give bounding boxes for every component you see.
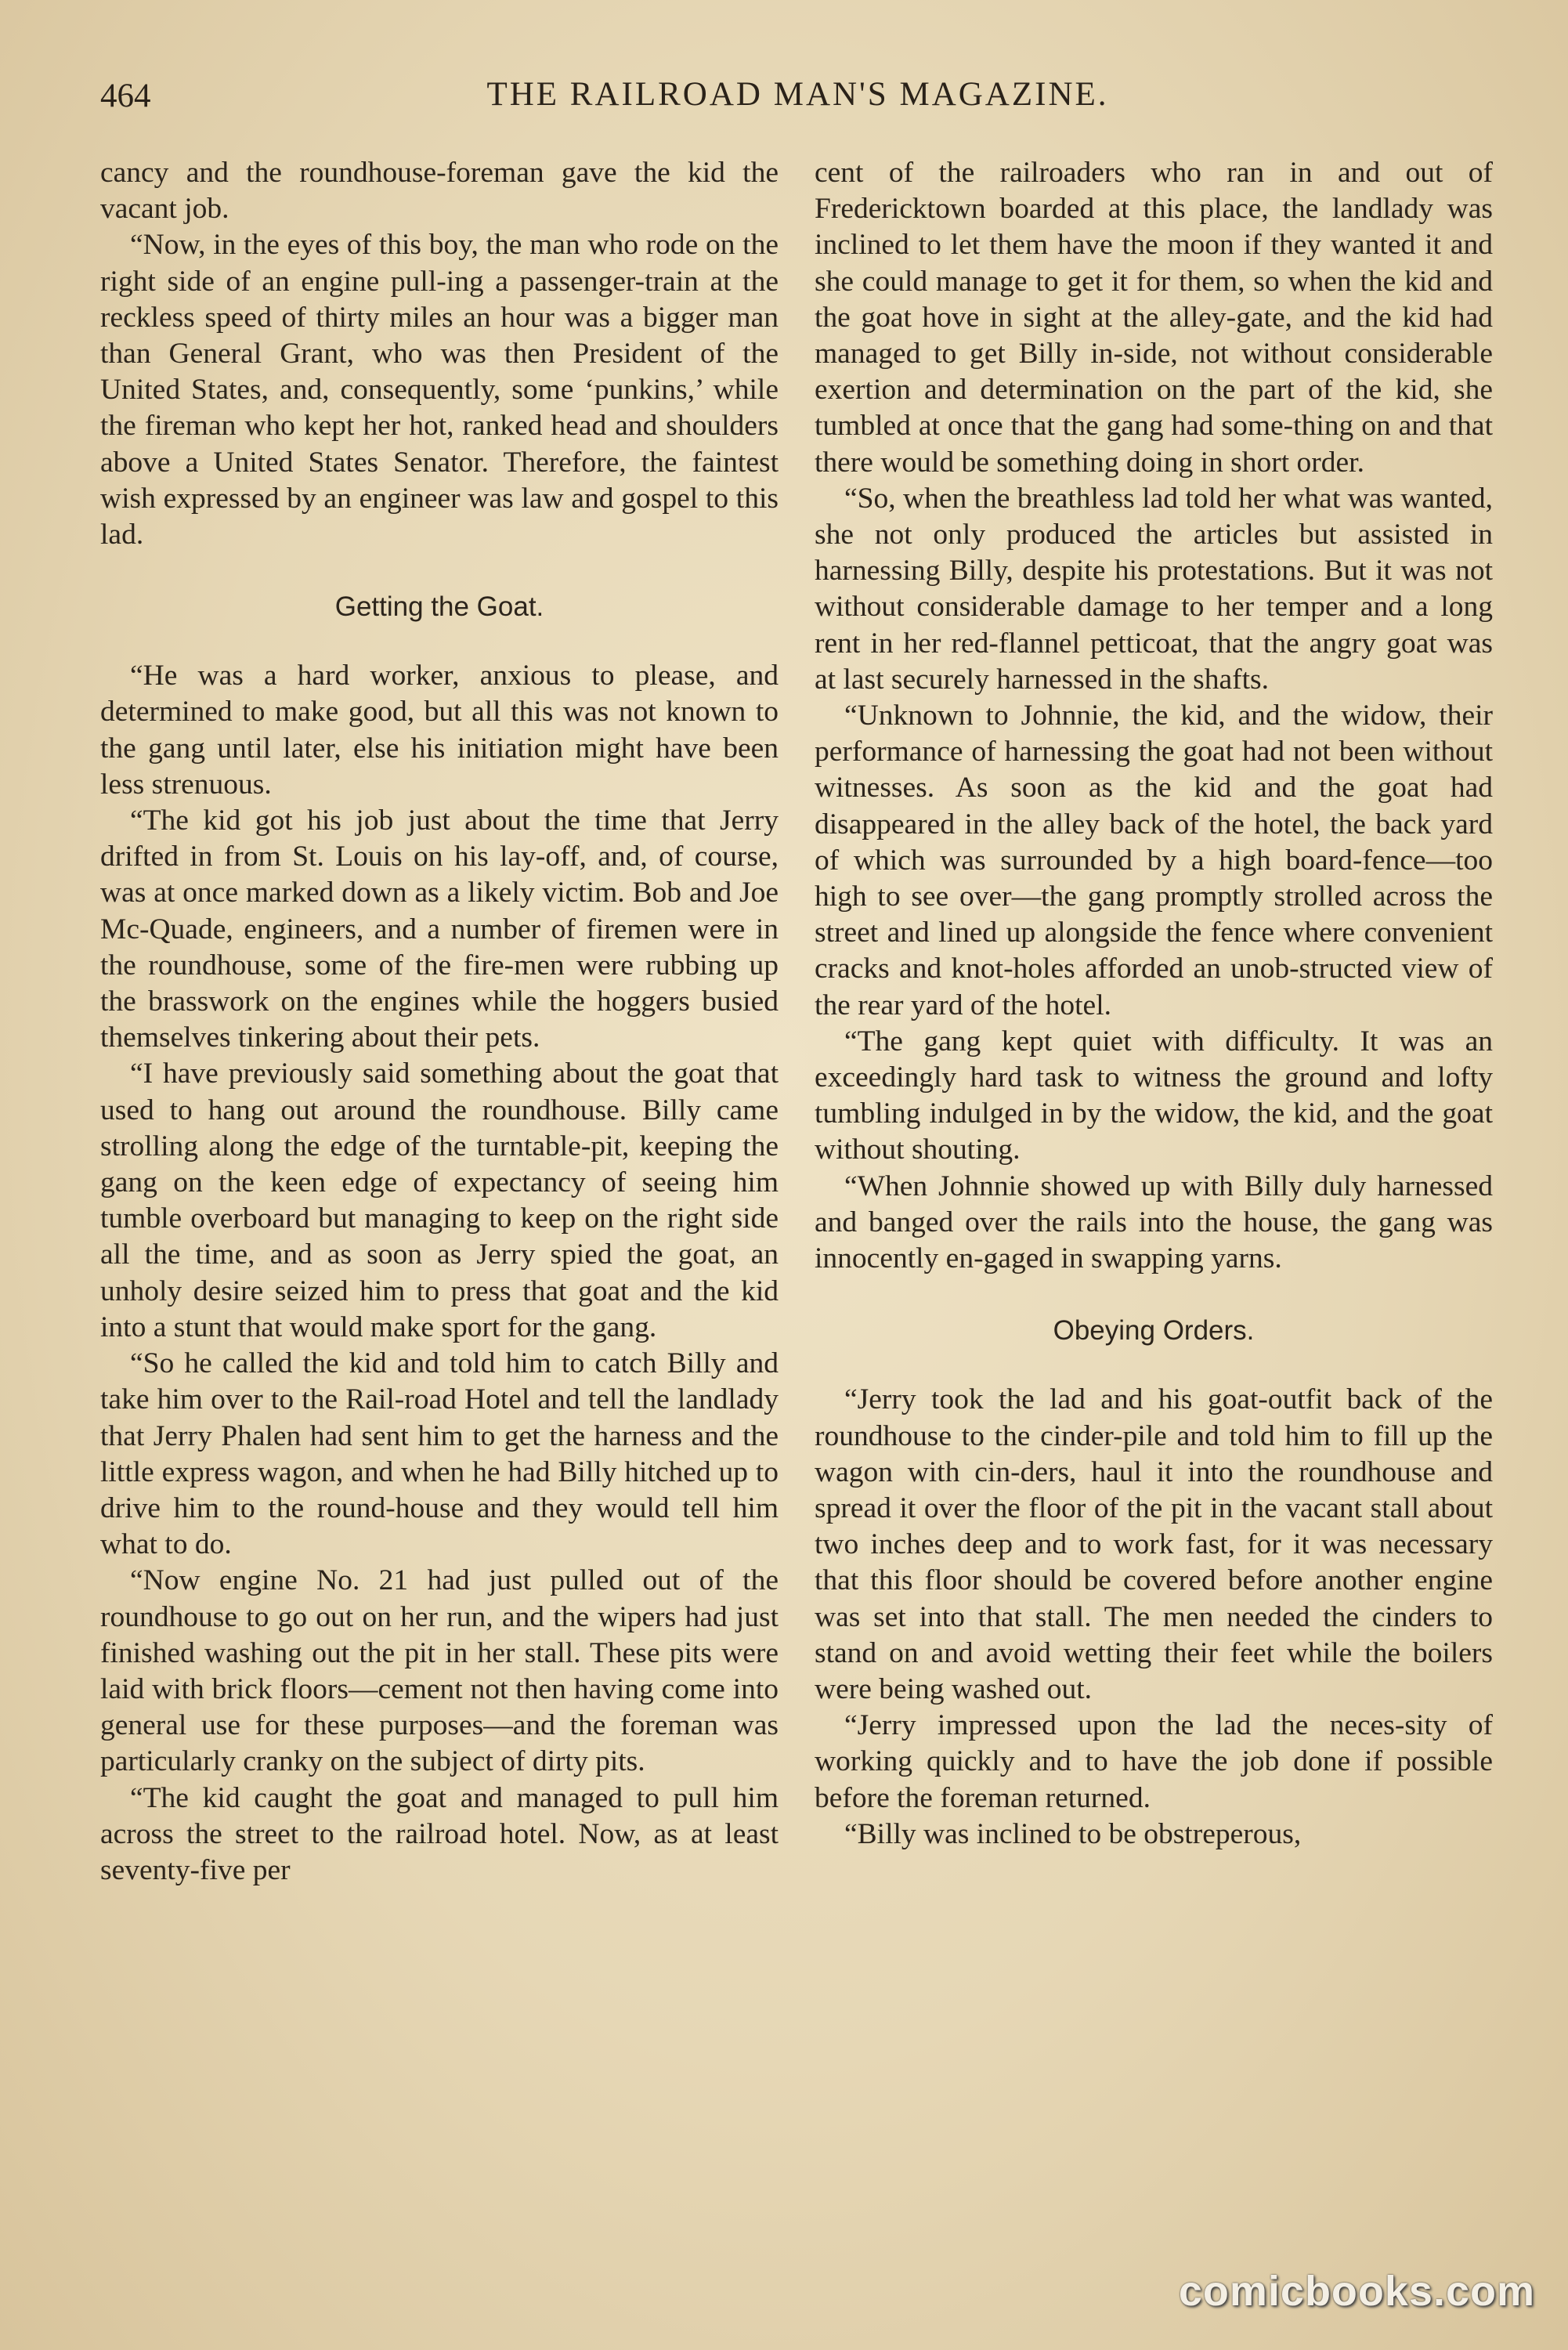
left-column xyxy=(100,155,779,1889)
page-header xyxy=(91,69,1505,124)
paragraph: “So, when the breathless lad told her what was wanted, she not only produced the articles but assisted in harnessing Billy, despite his protestations. But it was not without considerable damage to her temper and a long rent in her red-flannel petticoat, that the angry goat was at last securely harnessed in the shafts. xyxy=(815,482,1493,696)
paragraph: “I have previously said something about the goat that used to hang out around the roundhouse. Billy came strolling along the edge of the turntable-pit, keeping the gang on the keen edge of expectancy of seeing him tumble overboard but managing to keep on the right side all the time, and as soon as Jerry spied the goat, an unholy desire seized him to press that goat and the kid into a stunt that would make sport for the gang. xyxy=(100,1058,779,1343)
paragraph: cancy and the roundhouse-foreman gave the kid the vacant job. xyxy=(100,157,779,226)
section-heading: Getting the Goat. xyxy=(334,591,544,623)
right-column xyxy=(815,155,1493,1853)
magazine-title: THE RAILROAD MAN'S MAGAZINE. xyxy=(486,76,1109,113)
paragraph: cent of the railroaders who ran in and out of Fredericktown boarded at this place, the landlady was inclined to let them have the moon if they wanted it and she could manage to get it for them, so when the kid and the goat hove in sight at the alley-gate, and the kid had managed to get Billy in-side, not without considerable exertion and determination on the part of the kid, she tumbled at once that the gang had some-thing on and that there would be something doing in short order. xyxy=(815,157,1493,479)
paragraph: “So he called the kid and told him to catch Billy and take him over to the Rail-road Hotel and tell the landlady that Jerry Phalen had sent him to get the harness and the little express wagon, and when he had Billy hitched up to drive him to the round-house and they would tell him what to do. xyxy=(100,1347,779,1561)
paragraph: “Now engine No. 21 had just pulled out of the roundhouse to go out on her run, and the wipers had just finished washing out the pit in her stall. These pits were laid with brick floors—cement not then having come into general use for these purposes—and the foreman was particularly cranky on the subject of dirty pits. xyxy=(100,1564,779,1778)
paragraph: “Jerry took the lad and his goat-outfit back of the roundhouse to the cinder-pile and told him to fill up the wagon with cin-ders, haul it into the roundhouse and spread it over the floor of the pit in the vacant stall about two inches deep and to work fast, for it was necessary that this floor should be covered before another engine was set into that stall. The men needed the cinders to stand on and avoid wetting their feet while the boilers were being washed out. xyxy=(815,1383,1493,1705)
watermark: comicbooks.com xyxy=(1178,2268,1535,2315)
paragraph: “Jerry impressed upon the lad the neces-sity of working quickly and to have the job done if possible before the foreman returned. xyxy=(815,1709,1493,1814)
paragraph: “Unknown to Johnnie, the kid, and the widow, their performance of harnessing the goat had not been without witnesses. As soon as the kid and the goat had disappeared in the alley back of the hotel, the back yard of which was surrounded by a high board-fence—too high to see over—the gang promptly strolled across the street and lined up alongside the fence where convenient cracks and knot-holes afforded an unob-structed view of the rear yard of the hotel. xyxy=(815,700,1493,1021)
paragraph: “The gang kept quiet with difficulty. It was an exceedingly hard task to witness the ground and lofty tumbling indulged in by the widow, the kid, and the goat without shouting. xyxy=(815,1025,1493,1166)
paragraph: “The kid got his job just about the time that Jerry drifted in from St. Louis on his lay-off, and, of course, was at once marked down as a likely victim. Bob and Joe Mc-Quade, engineers, and a number of firemen were in the roundhouse, some of the fire-men were rubbing up the brasswork on the engines while the hoggers busied themselves tinkering about their pets. xyxy=(100,804,779,1054)
paragraph: “Now, in the eyes of this boy, the man who rode on the right side of an engine pull-ing a passenger-train at the reckless speed of thirty miles an hour was a bigger man than General Grant, who was then President of the United States, and, consequently, some ‘punkins,’ while the fireman who kept her hot, ranked head and shoulders above a United States Senator. Therefore, the faintest wish expressed by an engineer was law and gospel to this lad. xyxy=(100,229,779,551)
paragraph: “Billy was inclined to be obstreperous, xyxy=(844,1817,1302,1850)
section-heading: Obeying Orders. xyxy=(1053,1315,1255,1347)
page-number: 464 xyxy=(100,78,151,114)
paragraph: “When Johnnie showed up with Billy duly harnessed and banged over the rails into the house, the gang was innocently en-gaged in swapping yarns. xyxy=(815,1170,1493,1275)
paragraph: “He was a hard worker, anxious to please, and determined to make good, but all this was not known to the gang until later, else his initiation might have been less strenuous. xyxy=(100,660,779,801)
paragraph: “The kid caught the goat and managed to pull him across the street to the railroad hotel. Now, as at least seventy-five per xyxy=(100,1781,779,1886)
